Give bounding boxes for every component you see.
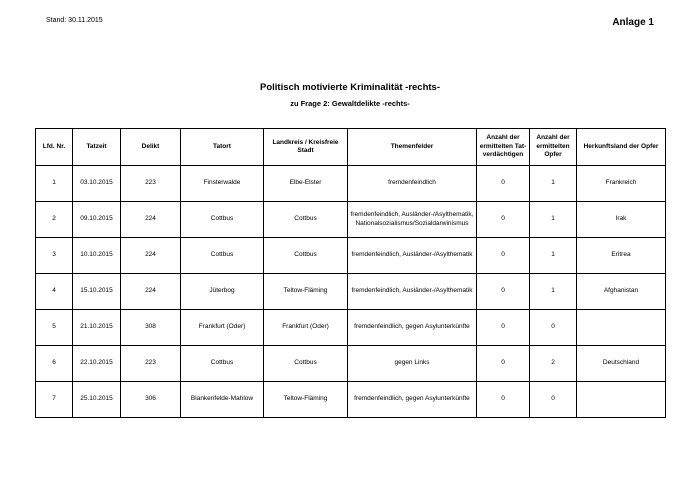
cell-landkreis: Cottbus	[264, 238, 348, 274]
cell-tatzeit: 03.10.2015	[73, 166, 121, 202]
table-row	[36, 202, 666, 238]
table-row	[36, 310, 666, 346]
table-header-row	[36, 129, 666, 166]
cell-tatzeit: 21.10.2015	[73, 310, 121, 346]
table-row	[36, 238, 666, 274]
cell-herkunftsland	[577, 310, 666, 346]
cell-landkreis: Cottbus	[264, 346, 348, 382]
cell-delikt: 224	[121, 274, 181, 310]
cell-tatzeit: 25.10.2015	[73, 382, 121, 418]
cell-tatort: Cottbus	[181, 346, 264, 382]
cell-themenfelder: fremdenfeindlich, gegen Asylunterkünfte	[348, 310, 477, 346]
cell-tatverdaechtige: 0	[477, 310, 530, 346]
col-header-themenfelder: Themenfelder	[348, 129, 477, 166]
page-title: Politisch motivierte Kriminalität -rechts-	[259, 82, 440, 93]
table-row	[36, 274, 666, 310]
table-row	[36, 346, 666, 382]
cell-themenfelder: fremdenfeindlich, gegen Asylunterkünfte	[348, 382, 477, 418]
cell-tatort: Jüterbog	[181, 274, 264, 310]
cell-tatort: Cottbus	[181, 238, 264, 274]
anlage-label: Anlage 1	[612, 17, 654, 28]
cell-delikt: 224	[121, 238, 181, 274]
cell-tatzeit: 15.10.2015	[73, 274, 121, 310]
cell-tatort: Frankfurt (Oder)	[181, 310, 264, 346]
cell-themenfelder: gegen Links	[348, 346, 477, 382]
cell-tatverdaechtige: 0	[477, 382, 530, 418]
cell-lfd-nr: 6	[36, 346, 73, 382]
cell-landkreis: Cottbus	[264, 202, 348, 238]
cell-tatort: Blankenfelde-Mahlow	[181, 382, 264, 418]
cell-delikt: 223	[121, 166, 181, 202]
cell-themenfelder: fremdenfeindlich	[348, 166, 477, 202]
cell-tatort: Cottbus	[181, 202, 264, 238]
cell-lfd-nr: 7	[36, 382, 73, 418]
col-header-tatverdaechtige: Anzahl der ermittelten Tat-verdächtigen	[477, 129, 530, 166]
cell-lfd-nr: 3	[36, 238, 73, 274]
cell-themenfelder: fremdenfeindlich, Ausländer-/Asylthematik, Nationalsozialismus/Sozialdarwinismus	[348, 202, 477, 238]
cell-lfd-nr: 5	[36, 310, 73, 346]
cell-delikt: 306	[121, 382, 181, 418]
cell-opfer: 1	[530, 238, 577, 274]
cell-landkreis: Elbe-Elster	[264, 166, 348, 202]
stand-date: Stand: 30.11.2015	[46, 17, 103, 24]
cell-herkunftsland: Afghanistan	[577, 274, 666, 310]
cell-delikt: 223	[121, 346, 181, 382]
cell-opfer: 1	[530, 166, 577, 202]
cell-landkreis: Teltow-Fläming	[264, 274, 348, 310]
table-row	[36, 382, 666, 418]
cell-herkunftsland: Irak	[577, 202, 666, 238]
cell-herkunftsland: Eritrea	[577, 238, 666, 274]
cell-tatzeit: 09.10.2015	[73, 202, 121, 238]
cell-tatzeit: 22.10.2015	[73, 346, 121, 382]
cell-opfer: 1	[530, 274, 577, 310]
cell-tatverdaechtige: 0	[477, 202, 530, 238]
col-header-tatort: Tatort	[181, 129, 264, 166]
cell-herkunftsland: Frankreich	[577, 166, 666, 202]
cell-herkunftsland	[577, 382, 666, 418]
col-header-delikt: Delikt	[121, 129, 181, 166]
cell-delikt: 308	[121, 310, 181, 346]
cell-landkreis: Teltow-Fläming	[264, 382, 348, 418]
cell-opfer: 0	[530, 310, 577, 346]
cell-opfer: 2	[530, 346, 577, 382]
col-header-tatzeit: Tatzeit	[73, 129, 121, 166]
cell-herkunftsland: Deutschland	[577, 346, 666, 382]
cell-tatverdaechtige: 0	[477, 166, 530, 202]
cell-tatort: Finsterwalde	[181, 166, 264, 202]
cell-lfd-nr: 1	[36, 166, 73, 202]
cell-opfer: 0	[530, 382, 577, 418]
cell-lfd-nr: 4	[36, 274, 73, 310]
cell-landkreis: Frankfurt (Oder)	[264, 310, 348, 346]
col-header-herkunftsland: Herkunftsland der Opfer	[577, 129, 666, 166]
cell-tatverdaechtige: 0	[477, 238, 530, 274]
cell-tatzeit: 10.10.2015	[73, 238, 121, 274]
table-row	[36, 166, 666, 202]
cell-themenfelder: fremdenfeindlich, Ausländer-/Asylthematik	[348, 274, 477, 310]
crime-table	[35, 128, 666, 418]
col-header-landkreis: Landkreis / Kreisfreie Stadt	[264, 129, 348, 166]
cell-opfer: 1	[530, 202, 577, 238]
cell-delikt: 224	[121, 202, 181, 238]
page-subtitle: zu Frage 2: Gewaltdelikte -rechts-	[290, 99, 410, 108]
cell-lfd-nr: 2	[36, 202, 73, 238]
col-header-lfd-nr: Lfd. Nr.	[36, 129, 73, 166]
cell-themenfelder: fremdenfeindlich, Ausländer-/Asylthematik	[348, 238, 477, 274]
col-header-opfer: Anzahl der ermittelten Opfer	[530, 129, 577, 166]
cell-tatverdaechtige: 0	[477, 274, 530, 310]
cell-tatverdaechtige: 0	[477, 346, 530, 382]
